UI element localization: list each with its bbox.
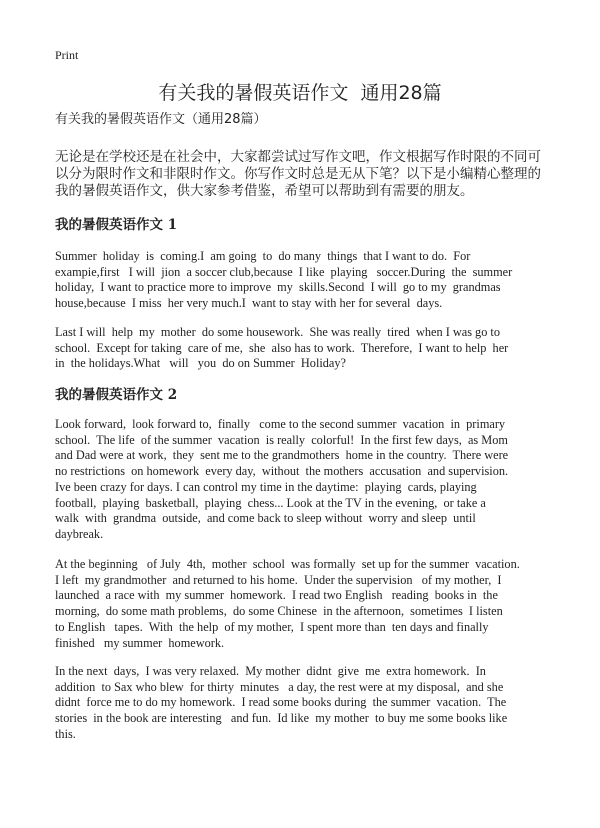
text-line: school. The life of the summer vacation is really colorful! In the first few days, as Mom	[55, 432, 508, 447]
text-line: addition to Sax who blew for thirty minutes a day, the rest were at my disposal, and she	[55, 679, 504, 694]
text-line: Summer holiday is coming.I am going to do many things that I want to do. For	[55, 249, 471, 263]
subtitle: 有关我的暑假英语作文（通用28篇）	[55, 112, 267, 127]
text-line: morning, do some math problems, do some Chinese in the afternoon, sometimes I listen	[55, 604, 503, 619]
text-line: and Dad were at work, they sent me to the grandmothers home in the country. There were	[55, 448, 509, 463]
section-heading-1: 我的暑假英语作文 1	[55, 217, 178, 233]
text-line: in the holidays.What will you do on Summer Holiday?	[55, 356, 346, 371]
paragraph	[55, 557, 520, 651]
text-line: house,because I miss her very much.I want to stay with her for several days.	[55, 296, 443, 311]
paragraph	[55, 664, 507, 743]
text-line: Look forward, look forward to, finally come to the second summer vacation in primary	[55, 417, 506, 431]
text-line: In the next days, I was very relaxed. My mother didnt give me extra homework. In	[55, 664, 486, 678]
text-line: exampie,first I will jion a soccer club,because I like playing soccer.During the summer	[55, 264, 513, 279]
text-line: walk with grandma outside, and come back to sleep without worry and sleep until	[55, 511, 476, 526]
paragraph	[55, 417, 508, 543]
page-title: 有关我的暑假英语作文 通用28篇	[158, 82, 442, 104]
text-line: finished my summer homework.	[55, 635, 225, 650]
text-line: stories in the book are interesting and fun. Id like my mother to buy me some books like	[55, 711, 508, 726]
text-line: no restrictions on homework every day, without the mothers accusation and supervision.	[55, 464, 509, 479]
text-line: At the beginning of July 4th, mother school was formally set up for the summer vacation.	[55, 557, 520, 571]
section-heading-2: 我的暑假英语作文 2	[55, 387, 178, 403]
paragraph	[55, 325, 508, 372]
text-line: this.	[55, 726, 76, 741]
text-line: 我的暑假英语作文，供大家参考借鉴，希望可以帮助到有需要的朋友。	[55, 183, 474, 199]
paragraph	[55, 249, 512, 312]
text-line: football, playing basketball, playing chess... Look at the TV in the evening, or take a	[55, 495, 486, 510]
text-line: school. Except for taking care of me, she also has to work. Therefore, I want to help her	[55, 340, 509, 355]
text-line: Last I will help my mother do some housework. She was really tired when I was go to	[55, 325, 500, 339]
text-line: I left my grandmother and returned to his home. Under the supervision of my mother, I	[55, 572, 502, 587]
text-line: 以分为限时作文和非限时作文。你写作文时总是无从下笔？以下是小编精心整理的	[55, 166, 541, 182]
intro-paragraph	[55, 149, 541, 200]
text-line: daybreak.	[55, 526, 104, 541]
text-line: didnt force me to do my homework. I read some books during the summer vacation. The	[55, 695, 507, 710]
text-line: launched a race with my summer homework. I read two English reading books in the	[55, 588, 498, 603]
text-line: to English tapes. With the help of my mother, I spent more than ten days and finally	[55, 619, 489, 634]
text-line: Ive been crazy for days. I can control my time in the daytime: playing cards, playing	[55, 479, 477, 494]
text-line: holiday, I want to practice more to improve my skills.Second I will go to my grandmas	[55, 280, 501, 295]
text-line: 无论是在学校还是在社会中，大家都尝试过写作文吧，作文根据写作时限的不同可	[55, 149, 541, 165]
print-link[interactable]: Print	[55, 48, 79, 62]
